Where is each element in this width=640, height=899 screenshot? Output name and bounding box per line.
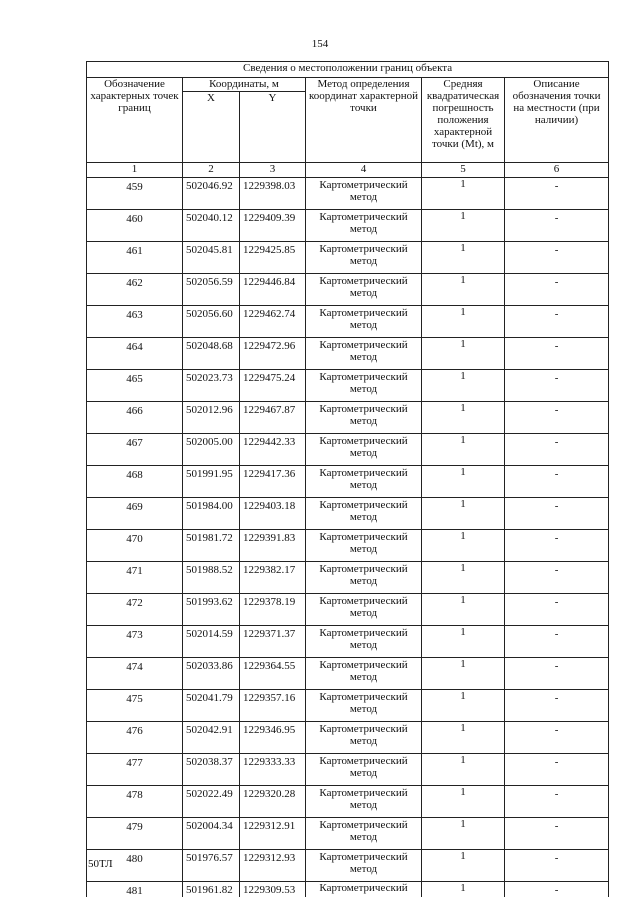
method-line-2: метод [349, 607, 378, 619]
error-cell: 1 [422, 562, 505, 594]
method-line-1: Картометрический [319, 755, 408, 767]
table-row [87, 242, 609, 274]
error-cell: 1 [422, 370, 505, 402]
point-number-cell: 481 [87, 882, 183, 898]
y-coordinate-cell: 1229472.96 [240, 338, 306, 370]
table-row [87, 466, 609, 498]
point-number-cell: 471 [87, 562, 183, 594]
method-cell [306, 178, 422, 210]
point-number-cell: 476 [87, 722, 183, 754]
method-line-1: Картометрический [319, 819, 408, 831]
description-cell: - [505, 818, 609, 850]
header-x: X [183, 92, 240, 163]
table-row [87, 626, 609, 658]
method-cell [306, 882, 422, 898]
error-cell: 1 [422, 178, 505, 210]
error-cell: 1 [422, 466, 505, 498]
table-row [87, 306, 609, 338]
description-cell: - [505, 434, 609, 466]
method-line-1: Картометрический [319, 659, 408, 671]
x-coordinate-cell: 502014.59 [183, 626, 240, 658]
method-cell [306, 466, 422, 498]
point-number-cell: 478 [87, 786, 183, 818]
description-cell: - [505, 594, 609, 626]
y-coordinate-cell: 1229475.24 [240, 370, 306, 402]
y-coordinate-cell: 1229309.53 [240, 882, 306, 898]
error-cell: 1 [422, 402, 505, 434]
method-line-2: метод [349, 575, 378, 587]
header-coordinates: Координаты, м [183, 78, 306, 92]
table-row [87, 274, 609, 306]
x-coordinate-cell: 501961.82 [183, 882, 240, 898]
x-coordinate-cell: 501984.00 [183, 498, 240, 530]
method-cell [306, 498, 422, 530]
method-line-1: Картометрический [319, 211, 408, 223]
method-line-2: метод [349, 543, 378, 555]
column-number: 4 [306, 163, 422, 178]
method-line-1: Картометрический [319, 595, 408, 607]
x-coordinate-cell: 501988.52 [183, 562, 240, 594]
header-row-1 [87, 78, 609, 92]
y-coordinate-cell: 1229446.84 [240, 274, 306, 306]
table-row [87, 786, 609, 818]
x-coordinate-cell: 502048.68 [183, 338, 240, 370]
error-cell: 1 [422, 850, 505, 882]
method-line-1: Картометрический [319, 435, 408, 447]
y-coordinate-cell: 1229382.17 [240, 562, 306, 594]
x-coordinate-cell: 501976.57 [183, 850, 240, 882]
method-cell [306, 754, 422, 786]
method-line-1: Картометрический [319, 531, 408, 543]
x-coordinate-cell: 502040.12 [183, 210, 240, 242]
point-number-cell: 467 [87, 434, 183, 466]
table-row [87, 434, 609, 466]
error-cell: 1 [422, 530, 505, 562]
method-line-1: Картометрический [319, 371, 408, 383]
method-line-1: Картометрический [319, 339, 408, 351]
point-number-cell: 463 [87, 306, 183, 338]
x-coordinate-cell: 502042.91 [183, 722, 240, 754]
y-coordinate-cell: 1229371.37 [240, 626, 306, 658]
method-line-2: метод [349, 863, 378, 875]
point-number-cell: 470 [87, 530, 183, 562]
description-cell: - [505, 274, 609, 306]
error-cell: 1 [422, 338, 505, 370]
header-point-designation: Обозначение характерных точек границ [87, 78, 183, 163]
x-coordinate-cell: 502056.60 [183, 306, 240, 338]
point-number-cell: 465 [87, 370, 183, 402]
description-cell: - [505, 690, 609, 722]
y-coordinate-cell: 1229467.87 [240, 402, 306, 434]
method-line-2: метод [349, 383, 378, 395]
method-cell [306, 562, 422, 594]
point-number-cell: 474 [87, 658, 183, 690]
y-coordinate-cell: 1229403.18 [240, 498, 306, 530]
table-title: Сведения о местоположении границ объекта [87, 62, 609, 78]
method-line-2: метод [349, 479, 378, 491]
y-coordinate-cell: 1229378.19 [240, 594, 306, 626]
method-line-1: Картометрический [319, 467, 408, 479]
method-line-2: метод [349, 671, 378, 683]
description-cell: - [505, 466, 609, 498]
method-line-1: Картометрический [319, 403, 408, 415]
x-coordinate-cell: 502038.37 [183, 754, 240, 786]
method-cell [306, 658, 422, 690]
x-coordinate-cell: 502023.73 [183, 370, 240, 402]
error-cell: 1 [422, 498, 505, 530]
method-cell [306, 210, 422, 242]
method-line-2: метод [349, 415, 378, 427]
point-number-cell: 462 [87, 274, 183, 306]
error-cell: 1 [422, 882, 505, 898]
x-coordinate-cell: 501981.72 [183, 530, 240, 562]
method-cell [306, 402, 422, 434]
column-number: 2 [183, 163, 240, 178]
description-cell: - [505, 498, 609, 530]
method-line-2: метод [349, 639, 378, 651]
boundary-points-table [86, 61, 609, 897]
description-cell: - [505, 306, 609, 338]
error-cell: 1 [422, 754, 505, 786]
y-coordinate-cell: 1229417.36 [240, 466, 306, 498]
table-row [87, 850, 609, 882]
x-coordinate-cell: 502005.00 [183, 434, 240, 466]
table-row [87, 370, 609, 402]
y-coordinate-cell: 1229346.95 [240, 722, 306, 754]
x-coordinate-cell: 502045.81 [183, 242, 240, 274]
description-cell: - [505, 178, 609, 210]
y-coordinate-cell: 1229462.74 [240, 306, 306, 338]
point-number-cell: 460 [87, 210, 183, 242]
footer-code: 50ТЛ [88, 858, 113, 870]
y-coordinate-cell: 1229357.16 [240, 690, 306, 722]
x-coordinate-cell: 502022.49 [183, 786, 240, 818]
column-number: 6 [505, 163, 609, 178]
method-cell [306, 338, 422, 370]
method-cell [306, 242, 422, 274]
method-cell [306, 818, 422, 850]
error-cell: 1 [422, 434, 505, 466]
header-error: Средняя квадратическая погрешность положения характерной точки (Mt), м [422, 78, 505, 163]
method-cell [306, 530, 422, 562]
table-row [87, 754, 609, 786]
point-number-cell: 461 [87, 242, 183, 274]
table-row [87, 530, 609, 562]
method-line-1: Картометрический [319, 179, 408, 191]
point-number-cell: 477 [87, 754, 183, 786]
x-coordinate-cell: 502033.86 [183, 658, 240, 690]
method-cell [306, 370, 422, 402]
table-row [87, 594, 609, 626]
header-method: Метод определения координат характерной точки [306, 78, 422, 163]
method-line-2: метод [349, 767, 378, 779]
method-line-2: метод [349, 351, 378, 363]
error-cell: 1 [422, 242, 505, 274]
method-line-1: Картометрический [319, 691, 408, 703]
point-number-cell: 479 [87, 818, 183, 850]
y-coordinate-cell: 1229312.93 [240, 850, 306, 882]
table-row [87, 338, 609, 370]
description-cell: - [505, 882, 609, 898]
y-coordinate-cell: 1229442.33 [240, 434, 306, 466]
x-coordinate-cell: 502046.92 [183, 178, 240, 210]
table-row [87, 562, 609, 594]
y-coordinate-cell: 1229425.85 [240, 242, 306, 274]
description-cell: - [505, 850, 609, 882]
table-row [87, 818, 609, 850]
description-cell: - [505, 754, 609, 786]
y-coordinate-cell: 1229312.91 [240, 818, 306, 850]
method-line-2: метод [349, 223, 378, 235]
method-cell [306, 722, 422, 754]
error-cell: 1 [422, 306, 505, 338]
method-cell [306, 850, 422, 882]
y-coordinate-cell: 1229320.28 [240, 786, 306, 818]
description-cell: - [505, 562, 609, 594]
error-cell: 1 [422, 626, 505, 658]
description-cell: - [505, 658, 609, 690]
description-cell: - [505, 722, 609, 754]
method-cell [306, 690, 422, 722]
y-coordinate-cell: 1229364.55 [240, 658, 306, 690]
point-number-cell: 469 [87, 498, 183, 530]
method-line-1: Картометрический [319, 882, 408, 894]
point-number-cell: 468 [87, 466, 183, 498]
description-cell: - [505, 786, 609, 818]
header-y: Y [240, 92, 306, 163]
method-line-1: Картометрический [319, 243, 408, 255]
method-cell [306, 306, 422, 338]
point-number-cell: 480 [87, 850, 183, 882]
table-row [87, 882, 609, 898]
error-cell: 1 [422, 210, 505, 242]
column-number-row [87, 163, 609, 178]
description-cell: - [505, 370, 609, 402]
x-coordinate-cell: 502056.59 [183, 274, 240, 306]
method-line-2: метод [349, 319, 378, 331]
method-line-1: Картометрический [319, 851, 408, 863]
error-cell: 1 [422, 786, 505, 818]
method-line-1: Картометрический [319, 499, 408, 511]
method-line-2: метод [349, 191, 378, 203]
method-line-1: Картометрический [319, 307, 408, 319]
method-line-2: метод [349, 799, 378, 811]
method-line-2: метод [349, 511, 378, 523]
x-coordinate-cell: 501993.62 [183, 594, 240, 626]
method-line-1: Картометрический [319, 723, 408, 735]
method-line-2: метод [349, 735, 378, 747]
method-cell [306, 786, 422, 818]
method-cell [306, 594, 422, 626]
column-number: 1 [87, 163, 183, 178]
method-line-2: метод [349, 447, 378, 459]
method-cell [306, 434, 422, 466]
point-number-cell: 464 [87, 338, 183, 370]
point-number-cell: 475 [87, 690, 183, 722]
method-line-1: Картометрический [319, 787, 408, 799]
description-cell: - [505, 626, 609, 658]
description-cell: - [505, 530, 609, 562]
method-line-2: метод [349, 703, 378, 715]
error-cell: 1 [422, 658, 505, 690]
y-coordinate-cell: 1229333.33 [240, 754, 306, 786]
description-cell: - [505, 242, 609, 274]
table-row [87, 722, 609, 754]
y-coordinate-cell: 1229409.39 [240, 210, 306, 242]
method-line-2: метод [349, 287, 378, 299]
error-cell: 1 [422, 274, 505, 306]
x-coordinate-cell: 502041.79 [183, 690, 240, 722]
table-row [87, 498, 609, 530]
description-cell: - [505, 402, 609, 434]
error-cell: 1 [422, 818, 505, 850]
table-row [87, 402, 609, 434]
column-number: 5 [422, 163, 505, 178]
y-coordinate-cell: 1229398.03 [240, 178, 306, 210]
method-cell [306, 274, 422, 306]
table-row [87, 658, 609, 690]
table-row [87, 690, 609, 722]
page-number: 154 [311, 38, 329, 50]
method-line-1: Картометрический [319, 275, 408, 287]
error-cell: 1 [422, 722, 505, 754]
table-title-row [87, 62, 609, 78]
method-line-1: Картометрический [319, 563, 408, 575]
x-coordinate-cell: 502004.34 [183, 818, 240, 850]
x-coordinate-cell: 501991.95 [183, 466, 240, 498]
header-description: Описание обозначения точки на местности (при наличии) [505, 78, 609, 163]
method-line-2: метод [349, 831, 378, 843]
error-cell: 1 [422, 594, 505, 626]
point-number-cell: 459 [87, 178, 183, 210]
column-number: 3 [240, 163, 306, 178]
point-number-cell: 466 [87, 402, 183, 434]
method-line-1: Картометрический [319, 627, 408, 639]
point-number-cell: 473 [87, 626, 183, 658]
method-cell [306, 626, 422, 658]
point-number-cell: 472 [87, 594, 183, 626]
table-row [87, 178, 609, 210]
method-line-2: метод [349, 255, 378, 267]
error-cell: 1 [422, 690, 505, 722]
y-coordinate-cell: 1229391.83 [240, 530, 306, 562]
table-row [87, 210, 609, 242]
description-cell: - [505, 338, 609, 370]
description-cell: - [505, 210, 609, 242]
x-coordinate-cell: 502012.96 [183, 402, 240, 434]
